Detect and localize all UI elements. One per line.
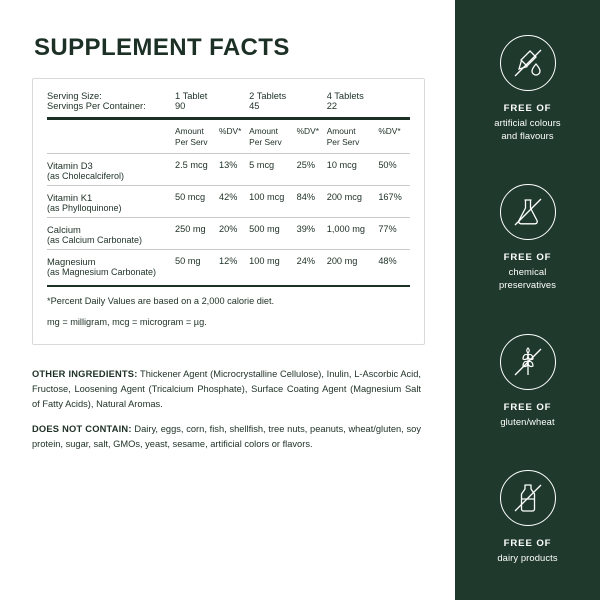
column-header-row bbox=[47, 126, 410, 147]
nutrient-dv-1: 42% bbox=[219, 192, 238, 202]
servings-per-container-row bbox=[47, 101, 410, 111]
badge-subtitle: artificial colours and flavours bbox=[494, 116, 561, 141]
table-row bbox=[47, 224, 410, 235]
nutrient-amount-3: 200 mcg bbox=[326, 192, 362, 202]
dv-header-3: %DV* bbox=[378, 126, 401, 136]
amount-header-3: Amount Per Serv bbox=[326, 126, 360, 147]
nutrient-dv-1: 20% bbox=[219, 224, 238, 234]
units-footnote: mg = milligram, mcg = microgram = µg. bbox=[47, 316, 207, 327]
badge-dairy-products bbox=[455, 468, 600, 567]
table-subrow bbox=[47, 203, 410, 213]
nutrient-dv-2: 24% bbox=[296, 256, 315, 266]
table-subrow bbox=[47, 171, 410, 181]
ingredients-section bbox=[32, 367, 425, 452]
nutrient-name: Calcium bbox=[47, 224, 81, 235]
amount-header-2: Amount Per Serv bbox=[249, 126, 282, 147]
badge-title: FREE OF bbox=[503, 102, 552, 114]
serving-size-label: Serving Size: bbox=[47, 91, 102, 101]
nutrient-name: Magnesium bbox=[47, 256, 96, 267]
nutrient-amount-1: 250 mg bbox=[175, 224, 206, 234]
nutrient-amount-2: 500 mg bbox=[249, 224, 280, 234]
serving-size-2: 2 Tablets bbox=[249, 91, 287, 101]
badge-title: FREE OF bbox=[503, 401, 552, 413]
badge-gluten-wheat bbox=[455, 332, 600, 431]
other-ingredients-paragraph bbox=[32, 367, 421, 412]
does-not-contain-paragraph bbox=[32, 422, 421, 452]
nutrient-amount-3: 10 mcg bbox=[326, 160, 357, 170]
dv-header-1: %DV* bbox=[219, 126, 242, 136]
badge-chemical-preservatives bbox=[455, 182, 600, 293]
nutrient-amount-3: 200 mg bbox=[326, 256, 358, 266]
nutrient-amount-2: 5 mcg bbox=[249, 160, 275, 170]
serving-size-row bbox=[47, 91, 410, 101]
flask-no-icon bbox=[500, 184, 556, 240]
nutrient-dv-3: 167% bbox=[378, 192, 402, 202]
dropper-no-icon bbox=[500, 35, 556, 91]
nutrient-amount-2: 100 mg bbox=[249, 256, 280, 266]
table-row bbox=[47, 256, 410, 267]
badge-title: FREE OF bbox=[503, 252, 552, 264]
nutrient-source: (as Calcium Carbonate) bbox=[47, 235, 143, 245]
other-ingredients-text: Thickener Agent (Microcrystalline Cellulose), Inulin, L-Ascorbic Acid, Fructose, Loosening Agent (Tricalcium Phosphate), Surface Coating Agent (Magnesium Salt of Fatty Acids), Natural Aromas. bbox=[32, 368, 421, 409]
milk-bottle-no-icon bbox=[500, 470, 556, 526]
does-not-contain-label: DOES NOT CONTAIN: bbox=[32, 423, 132, 434]
nutrient-amount-1: 50 mg bbox=[175, 256, 201, 266]
nutrient-dv-2: 25% bbox=[296, 160, 315, 170]
nutrient-amount-3: 1,000 mg bbox=[326, 224, 366, 234]
nutrient-dv-2: 39% bbox=[296, 224, 315, 234]
badge-artificial-colours bbox=[455, 33, 600, 144]
page-title: SUPPLEMENT FACTS bbox=[34, 34, 290, 61]
badge-subtitle: dairy products bbox=[497, 552, 558, 564]
nutrient-amount-2: 100 mcg bbox=[249, 192, 285, 202]
nutrient-dv-2: 84% bbox=[296, 192, 315, 202]
servings-count-1: 90 bbox=[175, 101, 186, 111]
footnotes bbox=[47, 295, 410, 330]
nutrient-dv-3: 77% bbox=[378, 224, 397, 234]
table-subrow bbox=[47, 235, 410, 245]
serving-size-3: 4 Tablets bbox=[326, 91, 364, 101]
nutrient-dv-3: 50% bbox=[378, 160, 397, 170]
servings-count-3: 22 bbox=[326, 101, 338, 111]
table-subrow bbox=[47, 267, 410, 277]
table-row bbox=[47, 160, 410, 171]
does-not-contain-text: Dairy, eggs, corn, fish, shellfish, tree nuts, peanuts, wheat/gluten, soy protein, sugar, salt, GMOs, yeast, sesame, artificial colors or flavors. bbox=[32, 423, 421, 449]
wheat-no-icon bbox=[500, 334, 556, 390]
nutrient-dv-1: 13% bbox=[219, 160, 238, 170]
badge-subtitle: gluten/wheat bbox=[500, 415, 555, 427]
daily-value-footnote: *Percent Daily Values are based on a 2,000 calorie diet. bbox=[47, 296, 275, 306]
nutrient-dv-3: 48% bbox=[378, 256, 397, 266]
serving-size-1: 1 Tablet bbox=[175, 91, 208, 101]
other-ingredients-label: OTHER INGREDIENTS: bbox=[32, 368, 138, 379]
badge-subtitle: chemical preservatives bbox=[498, 266, 557, 291]
badge-title: FREE OF bbox=[503, 538, 552, 550]
amount-header-1: Amount Per Serv bbox=[175, 126, 208, 147]
free-of-badges-panel bbox=[455, 0, 600, 600]
dv-header-2: %DV* bbox=[296, 126, 319, 136]
nutrient-amount-1: 2.5 mcg bbox=[175, 160, 208, 170]
nutrient-name: Vitamin D3 bbox=[47, 160, 93, 171]
table-row bbox=[47, 192, 410, 203]
nutrient-source: (as Magnesium Carbonate) bbox=[47, 267, 157, 277]
divider-thick-bottom bbox=[47, 285, 410, 287]
nutrient-amount-1: 50 mcg bbox=[175, 192, 206, 202]
servings-count-2: 45 bbox=[249, 101, 260, 111]
nutrient-source: (as Phylloquinone) bbox=[47, 203, 122, 213]
nutrient-name: Vitamin K1 bbox=[47, 192, 93, 203]
servings-per-container-label: Servings Per Container: bbox=[47, 101, 146, 111]
nutrient-dv-1: 12% bbox=[219, 256, 238, 266]
supplement-facts-table bbox=[47, 91, 410, 287]
supplement-facts-box bbox=[32, 78, 425, 345]
nutrient-source: (as Cholecalciferol) bbox=[47, 171, 125, 181]
